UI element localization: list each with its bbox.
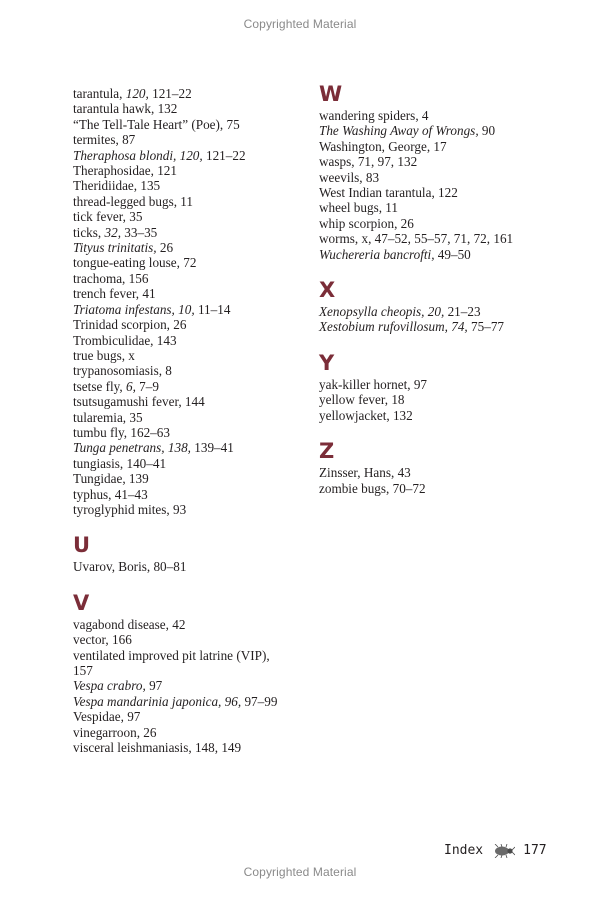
entry-italic-text: 32, — [104, 224, 121, 240]
index-entry — [319, 123, 559, 138]
entry-text: trypanosomiasis, 8 — [73, 363, 172, 379]
index-entry — [73, 471, 298, 486]
index-entry — [319, 319, 559, 334]
index-entry — [319, 200, 559, 215]
index-entry — [73, 725, 298, 740]
index-entry — [73, 163, 298, 178]
index-entry-group — [319, 304, 559, 335]
entry-text: tongue-eating louse, 72 — [73, 255, 197, 271]
entry-italic-text: Triatoma infestans, 10, — [73, 301, 195, 317]
entry-text: Theridiidae, 135 — [73, 178, 161, 194]
index-section-y — [319, 351, 559, 423]
index-section-u — [73, 533, 298, 574]
entry-text: vagabond disease, 42 — [73, 616, 186, 632]
index-section-x — [319, 278, 559, 335]
index-entry — [319, 247, 559, 262]
copyright-watermark-bottom: Copyrighted Material — [243, 865, 357, 879]
entry-text: tularemia, 35 — [73, 409, 143, 425]
section-letter-w: W — [319, 82, 343, 106]
entry-text: visceral leishmaniasis, 148, 149 — [73, 740, 242, 756]
entry-text: tick fever, 35 — [73, 209, 143, 225]
index-entry — [319, 408, 559, 423]
index-entry — [73, 740, 298, 755]
index-entry — [73, 271, 298, 286]
index-entry — [73, 632, 298, 647]
entry-pages: 7–9 — [135, 378, 159, 394]
index-entry — [73, 410, 298, 425]
entry-text: tungiasis, 140–41 — [73, 455, 167, 471]
entry-text: tyroglyphid mites, 93 — [73, 501, 187, 517]
entry-text: vinegarroon, 26 — [73, 724, 157, 740]
entry-italic-text: Xenopsylla cheopis, 20, — [319, 304, 445, 320]
entry-pages: 97–99 — [241, 693, 278, 709]
page-footer — [444, 843, 547, 858]
index-entry — [73, 487, 298, 502]
entry-italic-text: 6, — [125, 378, 136, 394]
entry-text: thread-legged bugs, 11 — [73, 193, 193, 209]
entry-text: tumbu fly, 162–63 — [73, 424, 170, 440]
entry-text: Uvarov, Boris, 80–81 — [73, 559, 187, 575]
index-entry-group — [73, 559, 298, 574]
index-entry — [73, 709, 298, 724]
index-entry — [73, 132, 298, 147]
index-entry — [73, 678, 298, 693]
entry-text: tsetse fly, — [73, 378, 126, 394]
entry-italic-text: Tunga penetrans, 138, — [73, 440, 191, 456]
entry-text: wasps, 71, 97, 132 — [319, 154, 418, 170]
entry-text: trachoma, 156 — [73, 270, 149, 286]
entry-pages: 49–50 — [434, 246, 471, 262]
entry-text: yak-killer hornet, 97 — [319, 376, 428, 392]
entry-pages: 139–41 — [190, 440, 234, 456]
entry-text: ticks, — [73, 224, 105, 240]
entry-text: zombie bugs, 70–72 — [319, 480, 426, 496]
entry-italic-text: Theraphosa blondi, 120, — [73, 147, 203, 163]
index-entry — [319, 108, 559, 123]
index-entry — [73, 225, 298, 240]
entry-italic-text: 120, — [125, 86, 149, 101]
entry-text: tsutsugamushi fever, 144 — [73, 394, 205, 410]
entry-text: typhus, 41–43 — [73, 486, 148, 502]
index-entry — [73, 317, 298, 332]
index-entry — [73, 559, 298, 574]
index-section-w — [319, 82, 559, 262]
index-entry — [73, 363, 298, 378]
entry-text: tarantula hawk, 132 — [73, 101, 178, 117]
index-section-v — [73, 591, 298, 756]
entry-text: Tungidae, 139 — [73, 471, 149, 487]
entry-text: worms, x, 47–52, 55–57, 71, 72, 161 — [319, 231, 514, 247]
section-letter-x: X — [319, 278, 336, 303]
index-entry — [319, 154, 559, 169]
index-entry — [73, 101, 298, 116]
entry-text: Washington, George, 17 — [319, 138, 447, 154]
entry-text: yellowjacket, 132 — [319, 407, 413, 423]
index-entry — [73, 379, 298, 394]
entry-italic-text: Xestobium rufovillosum, 74, — [319, 319, 468, 335]
entry-pages: 21–23 — [444, 304, 481, 320]
entry-text: West Indian tarantula, 122 — [319, 185, 458, 201]
index-entry — [73, 394, 298, 409]
index-entry — [73, 148, 298, 163]
index-entry — [319, 231, 559, 246]
entry-text: termites, 87 — [73, 132, 136, 148]
entry-text: tarantula, — [73, 86, 126, 101]
index-entry-group — [319, 377, 559, 423]
entry-italic-text: The Washing Away of Wrongs, — [319, 123, 479, 139]
index-entry — [319, 377, 559, 392]
index-entry — [73, 333, 298, 348]
entry-text: wheel bugs, 11 — [319, 200, 398, 216]
entry-pages: 121–22 — [148, 86, 192, 101]
entry-text: “The Tell-Tale Heart” (Poe), 75 — [73, 116, 240, 132]
section-letter-u: U — [73, 533, 91, 558]
index-entry — [319, 465, 559, 480]
entry-pages: 75–77 — [467, 319, 504, 335]
index-column-right — [319, 82, 559, 496]
index-entry — [73, 694, 298, 709]
index-entry — [73, 425, 298, 440]
entry-pages: 26 — [156, 240, 174, 256]
index-section-z — [319, 439, 559, 496]
index-entry — [73, 194, 298, 209]
index-entry — [319, 481, 559, 496]
entry-text: Theraphosidae, 121 — [73, 163, 177, 179]
entry-text: Trinidad scorpion, 26 — [73, 317, 187, 333]
index-entry — [73, 286, 298, 301]
entry-text: ventilated improved pit latrine (VIP), — [73, 647, 270, 663]
index-entry — [73, 440, 298, 455]
entry-text: Trombiculidae, 143 — [73, 332, 177, 348]
index-entry — [319, 304, 559, 319]
index-entry — [73, 255, 298, 270]
entry-text: trench fever, 41 — [73, 286, 156, 302]
entry-text: 157 — [73, 663, 93, 678]
page-number: 177 — [523, 843, 547, 858]
entry-pages: 33–35 — [121, 224, 158, 240]
index-entry — [319, 185, 559, 200]
index-entry — [73, 240, 298, 255]
index-entry-group — [319, 108, 559, 262]
entry-italic-text: Vespa mandarinia japonica, 96, — [73, 693, 242, 709]
entry-italic-text: Tityus trinitatis, — [73, 240, 157, 256]
index-entry — [319, 216, 559, 231]
index-group-t — [73, 86, 298, 517]
entry-italic-text: Vespa crabro, — [73, 678, 146, 694]
index-entry — [73, 663, 298, 678]
entry-text: wandering spiders, 4 — [319, 108, 429, 123]
index-entry — [73, 617, 298, 632]
index-entry — [73, 117, 298, 132]
index-entry — [319, 170, 559, 185]
entry-text: true bugs, x — [73, 347, 135, 363]
index-entry — [73, 348, 298, 363]
copyright-watermark-top: Copyrighted Material — [243, 17, 357, 31]
entry-text: whip scorpion, 26 — [319, 215, 414, 231]
index-entry — [73, 86, 298, 101]
index-entry-group — [73, 617, 298, 756]
section-letter-y: Y — [319, 350, 335, 375]
index-entry — [73, 209, 298, 224]
index-entry — [319, 139, 559, 154]
index-column-left — [73, 86, 298, 755]
index-entry — [73, 178, 298, 193]
section-letter-v: V — [73, 590, 90, 615]
section-letter-z: Z — [319, 439, 335, 464]
entry-text: weevils, 83 — [319, 169, 380, 185]
beetle-icon — [491, 844, 515, 858]
entry-pages: 121–22 — [202, 147, 246, 163]
entry-text: yellow fever, 18 — [319, 392, 405, 408]
entry-pages: 11–14 — [194, 301, 231, 317]
entry-text: Zinsser, Hans, 43 — [319, 465, 411, 481]
index-entry-group — [319, 465, 559, 496]
entry-pages: 97 — [145, 678, 163, 694]
index-entry — [73, 456, 298, 471]
index-entry — [73, 502, 298, 517]
index-entry — [73, 648, 298, 663]
section-label: Index — [444, 843, 484, 858]
index-entry — [319, 392, 559, 407]
entry-italic-text: Wuchereria bancrofti, — [319, 246, 435, 262]
entry-text: vector, 166 — [73, 632, 132, 648]
index-entry — [73, 302, 298, 317]
entry-pages: 90 — [478, 123, 496, 139]
entry-text: Vespidae, 97 — [73, 709, 141, 725]
